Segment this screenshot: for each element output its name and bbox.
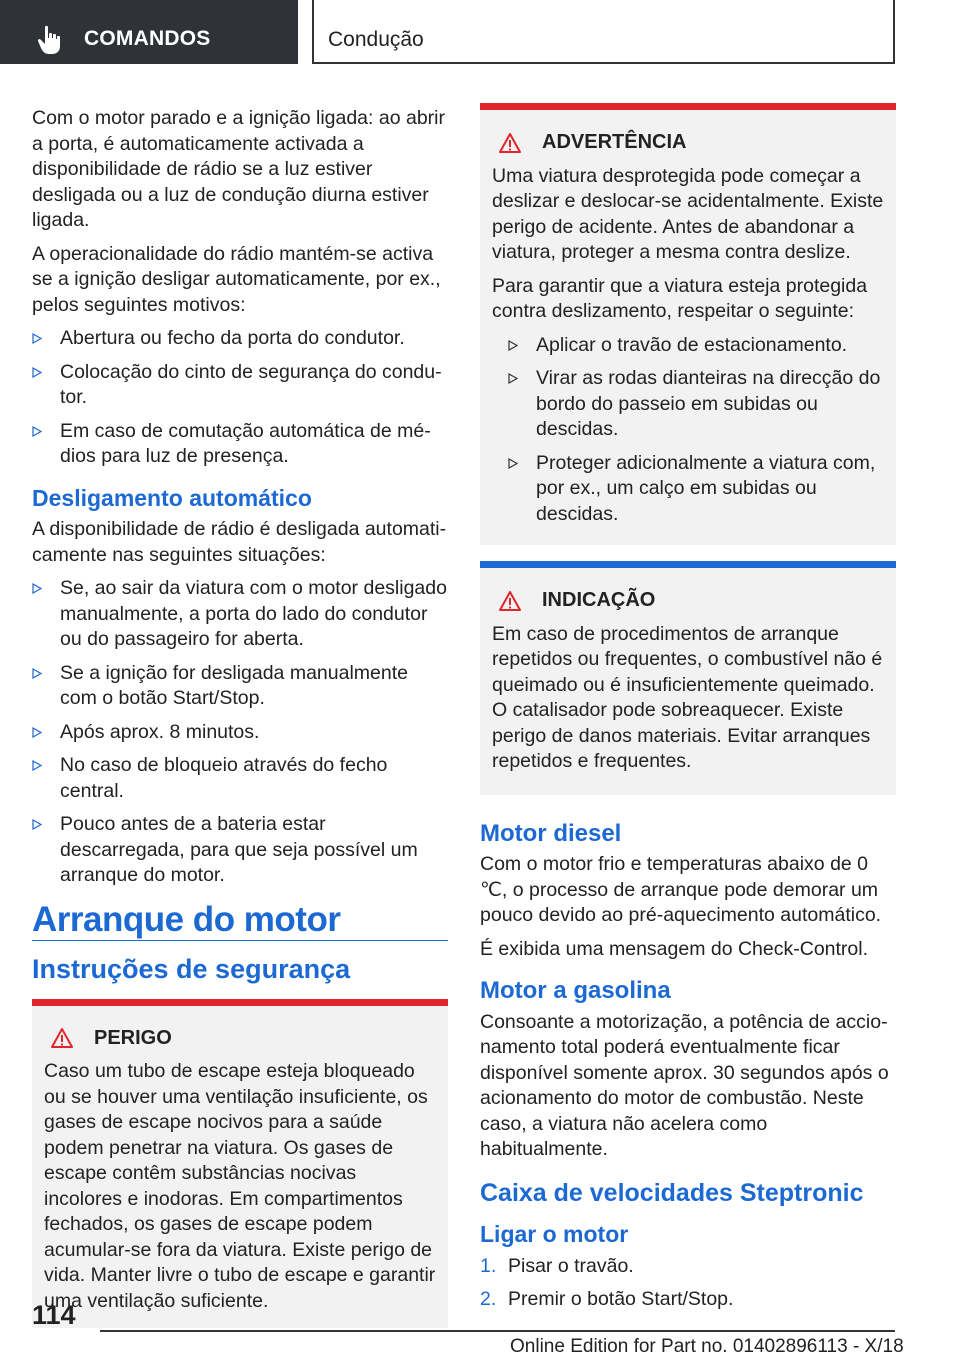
list-item: No caso de bloqueio através do fecho central. — [32, 753, 448, 804]
list-item: Em caso de comutação automática de médios para luz de presença. — [32, 419, 448, 470]
paragraph: É exibida uma mensagem do Check-Control. — [480, 937, 869, 960]
list-item: Pouco antes de a bateria estar descarregada, para que seja possível um arranque do motor. — [32, 812, 448, 889]
heading-instrucoes-seguranca: Instruções de segurança — [32, 954, 351, 984]
bullet-triangle-icon — [32, 367, 42, 378]
paragraph: Com o motor parado e a ignição ligada: ao abrir a porta, é automaticamente activada a disponibilidade de rádio se a luz estiver desligada ou a luz de condução diurna estiver ligada. — [32, 107, 445, 231]
bullet-triangle-icon — [32, 583, 42, 594]
page-number: 114 — [32, 1300, 76, 1330]
bullet-list — [492, 333, 884, 528]
bullet-triangle-icon — [32, 426, 42, 437]
bullet-triangle-icon — [32, 727, 42, 738]
heading-motor-diesel: Motor diesel — [480, 819, 622, 847]
left-column — [32, 106, 448, 1340]
danger-box — [32, 999, 448, 1329]
section-label: Condução — [328, 28, 424, 51]
right-column — [480, 103, 896, 1321]
step-item: 1. Pisar o travão. — [480, 1254, 634, 1277]
bullet-list — [32, 326, 448, 470]
section-header — [312, 0, 895, 64]
list-item: Proteger adicionalmente a viatura com, por ex., um calço em subidas ou descidas. — [508, 451, 884, 528]
notice-box — [480, 561, 896, 795]
paragraph: A disponibilidade de rádio é desligada automaticamente nas seguintes situações: — [32, 518, 447, 566]
warning-box — [480, 103, 896, 545]
list-item: Abertura ou fecho da porta do condutor. — [32, 326, 448, 352]
list-item: Se, ao sair da viatura com o motor desligado manualmente, a porta do lado do condutor ou do passageiro for aberta. — [32, 576, 448, 653]
bullet-triangle-icon — [508, 458, 518, 469]
danger-title: PERIGO — [44, 1026, 436, 1052]
list-item: Aplicar o travão de estacionamento. — [508, 333, 884, 359]
bullet-triangle-icon — [32, 760, 42, 771]
notice-title: INDICAÇÃO — [492, 588, 884, 614]
paragraph: A operacionalidade do rádio mantém-se activa se a ignição desligar automaticamente, por ex., pelos seguintes motivos: — [32, 242, 441, 316]
bullet-triangle-icon — [508, 373, 518, 384]
heading-desligamento: Desligamento automático — [32, 484, 312, 511]
bullet-triangle-icon — [32, 333, 42, 344]
heading-motor-gasolina: Motor a gasolina — [480, 977, 671, 1004]
warning-triangle-icon — [498, 590, 522, 612]
footer-divider — [100, 1330, 895, 1332]
list-item: Após aprox. 8 minutos. — [32, 720, 448, 746]
chapter-tab — [0, 0, 298, 64]
paragraph: Com o motor frio e temperaturas abaixo de 0 ℃, o processo de arranque pode demorar um pouco devido ao pré-aquecimento automático. — [480, 853, 882, 926]
warning-text: Para garantir que a viatura esteja protegida contra deslizamento, respeitar o seguinte: — [492, 274, 868, 322]
warning-title: ADVERTÊNCIA — [492, 130, 884, 156]
bullet-triangle-icon — [32, 668, 42, 679]
heading-caixa-steptronic: Caixa de velocidades Steptronic — [480, 1178, 864, 1207]
steps-list — [480, 1254, 896, 1313]
chapter-label: COMANDOS — [84, 27, 211, 50]
edition-text: Online Edition for Part no. 01402896113 - X/18 — [510, 1336, 904, 1357]
list-item: Virar as rodas dianteiras na direcção do bordo do passeio em subidas ou descidas. — [508, 366, 884, 443]
danger-text: Caso um tubo de escape esteja bloqueado ou se houver uma ventilação insuficiente, os gases de escape nocivos para a saúde podem penetrar na viatura. Os gases de escape contêm substâncias nocivas incolores e inodoras. Em compartimentos fechados, os gases de escape podem acumular-se fora da viatura. Existe perigo de vida. Manter livre o tubo de escape e garantir uma ventilação suficiente. — [44, 1060, 436, 1312]
bullet-triangle-icon — [32, 819, 42, 830]
step-item: 2. Premir o botão Start/Stop. — [480, 1288, 734, 1310]
bullet-triangle-icon — [508, 340, 518, 351]
list-item: Colocação do cinto de segurança do condutor. — [32, 360, 448, 411]
hand-pointer-icon — [36, 24, 66, 56]
warning-triangle-icon — [498, 132, 522, 154]
warning-text: Uma viatura desprotegida pode começar a deslizar e deslocar-se acidentalmente. Existe perigo de acidente. Antes de abandonar a viatura, proteger a mesma contra deslize. — [492, 164, 884, 263]
heading-ligar-motor: Ligar o motor — [480, 1221, 629, 1247]
warning-triangle-icon — [50, 1027, 74, 1049]
heading-arranque-motor: Arranque do motor — [32, 907, 448, 942]
paragraph: Consoante a motorização, a potência de accionamento total poderá eventualmente ficar disponível somente aprox. 30 segundos após o acionamento do motor de combustão. Neste caso, a viatura não acelera como habitualmente. — [480, 1010, 889, 1160]
list-item: Se a ignição for desligada manualmente com o botão Start/Stop. — [32, 661, 448, 712]
bullet-list — [32, 576, 448, 889]
notice-text: Em caso de procedimentos de arranque repetidos ou frequentes, o combustível não é queimado ou é insuficientemente queimado. O catalisador pode sobreaquecer. Existe perigo de danos materiais. Evitar arranques repetidos e frequentes. — [492, 622, 883, 772]
